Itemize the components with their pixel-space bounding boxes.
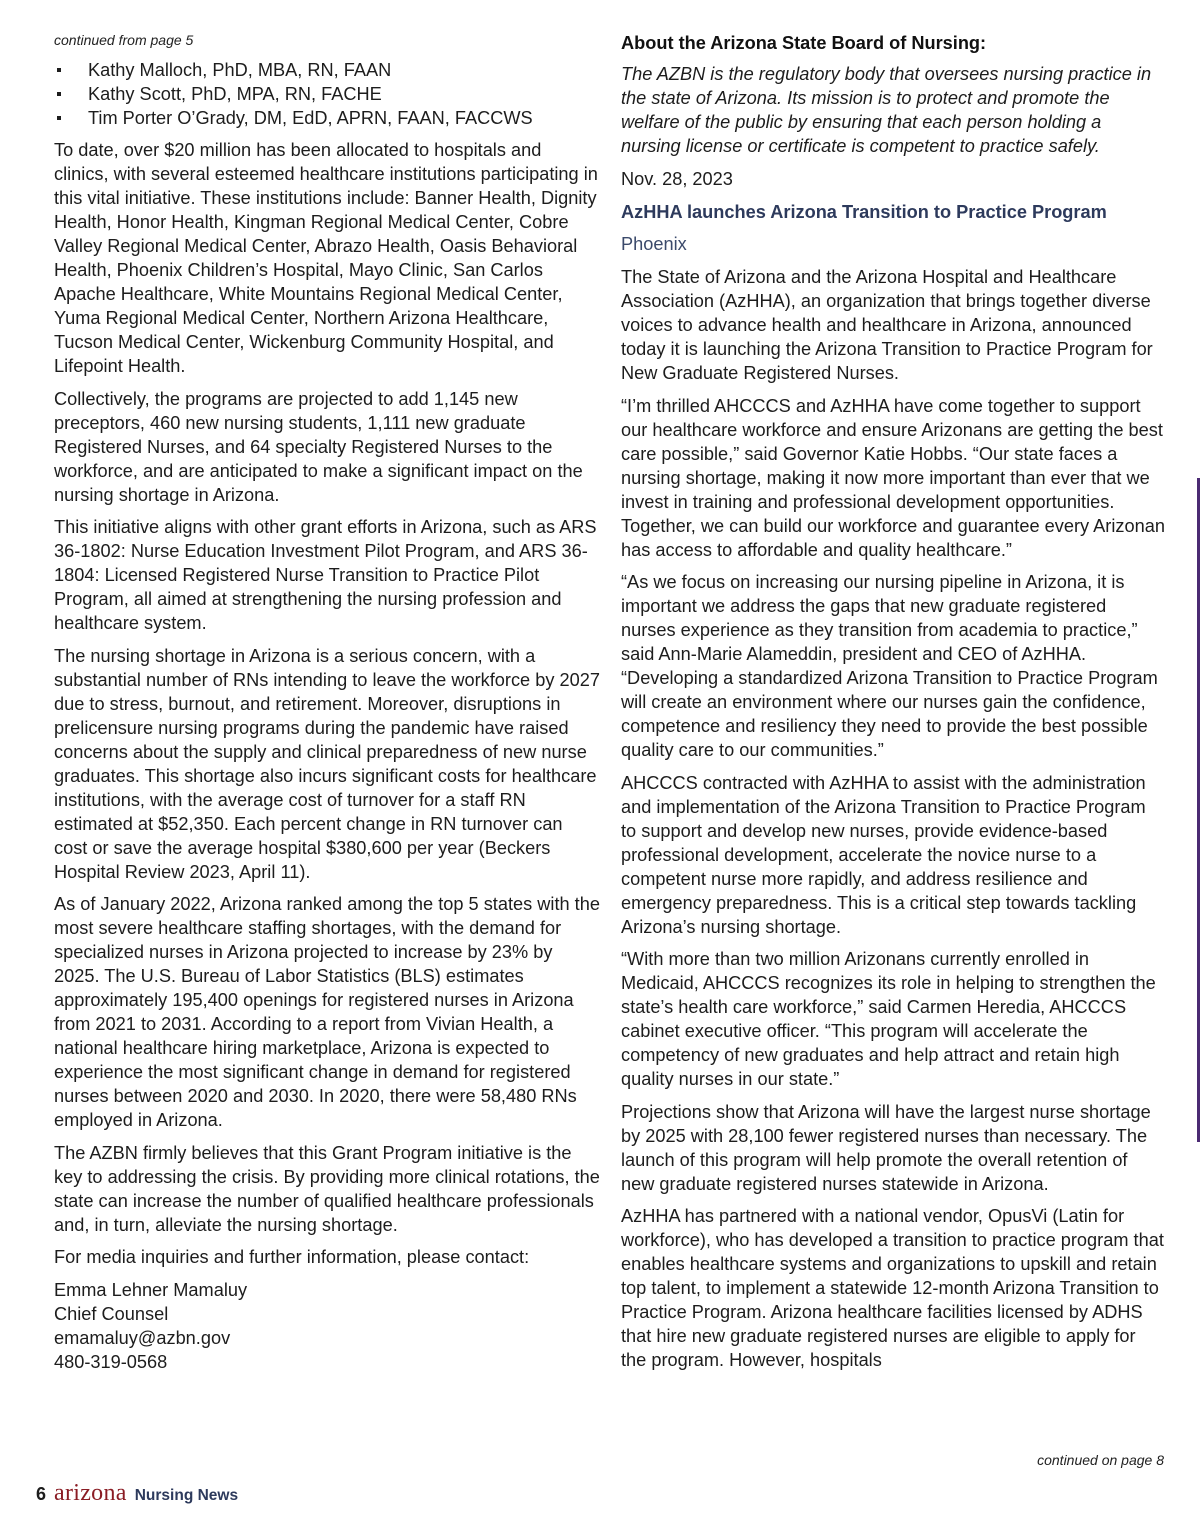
contact-phone: 480-319-0568	[54, 1351, 168, 1372]
paragraph: The State of Arizona and the Arizona Hospital and Healthcare Association (AzHHA), an organization that brings together diverse voices to advance health and healthcare in Arizona, announced today it is launching the Arizona Transition to Practice Program for New Graduate Registered Nurses.	[621, 267, 1153, 383]
publication-name: Nursing News	[134, 1487, 239, 1504]
article-headline: AzHHA launches Arizona Transition to Practice Program	[621, 202, 1107, 222]
paragraph: As of January 2022, Arizona ranked among the top 5 states with the most severe healthcare staffing shortages, with the demand for specialized nurses in Arizona projected to increase by 23% by 2025. The U.S. Bureau of Labor Statistics (BLS) estimates approximately 195,400 openings for registered nurses in Arizona from 2021 to 2031. According to a report from Vivian Health, a national healthcare hiring marketplace, Arizona is expected to experience the most significant change in demand for registered nurses between 2020 and 2030. In 2020, there were 58,480 RNs employed in Arizona.	[54, 894, 600, 1130]
left-column	[54, 30, 600, 1374]
right-column	[621, 30, 1165, 1381]
brand-logo-text: arizona	[54, 1480, 127, 1506]
paragraph: To date, over $20 million has been allocated to hospitals and clinics, with several esteemed healthcare institutions participating in this vital initiative. These institutions include: Banner Health, Dignity Health, Honor Health, Kingman Regional Medical Center, Cobre Valley Regional Medical Center, Abrazo Health, Oasis Behavioral Health, Phoenix Children’s Hospital, Mayo Clinic, San Carlos Apache Healthcare, White Mountains Regional Medical Center, Yuma Regional Medical Center, Northern Arizona Healthcare, Tucson Medical Center, Wickenburg Community Hospital, and Lifepoint Health.	[54, 140, 598, 376]
paragraph: For media inquiries and further information, please contact:	[54, 1247, 530, 1267]
paragraph: Collectively, the programs are projected to add 1,145 new preceptors, 460 new nursing students, 1,111 new graduate Registered Nurses, and 64 specialty Registered Nurses to the workforce, and are anticipated to make a significant impact on the nursing shortage in Arizona.	[54, 388, 583, 505]
article-date: Nov. 28, 2023	[621, 168, 733, 189]
paragraph: AzHHA has partnered with a national vendor, OpusVi (Latin for workforce), who has developed a transition to practice program that enables healthcare systems and organizations to upskill and retain top talent, to implement a statewide 12-month Arizona Transition to Practice Program. Arizona healthcare facilities licensed by ADHS that hire new graduate registered nurses are eligible to apply for the program. However, hospitals	[621, 1206, 1164, 1370]
about-body: The AZBN is the regulatory body that oversees nursing practice in the state of Arizona. Its mission is to protect and promote the welfare of the public by ensuring that each person holding a nursing license or certificate is competent to practice safely.	[621, 64, 1152, 156]
paragraph: The nursing shortage in Arizona is a serious concern, with a substantial number of RNs intending to leave the workforce by 2027 due to stress, burnout, and retirement. Moreover, disruptions in prelicensure nursing programs during the pandemic have raised concerns about the supply and clinical preparedness of new nurse graduates. This shortage also incurs significant costs for healthcare institutions, with the average cost of turnover for a staff RN estimated at $52,350. Each percent change in RN turnover can cost or save the average hospital $380,600 per year (Beckers Hospital Review 2023, April 11).	[54, 645, 600, 882]
paragraph: “As we focus on increasing our nursing pipeline in Arizona, it is important we address the gaps that new graduate registered nurses experience as they transition from academia to practice,” said Ann-Marie Alameddin, president and CEO of AzHHA. “Developing a standardized Arizona Transition to Practice Program will create an environment where our nurses gain the confidence, competence and resiliency they need to provide the best possible quality care to our communities.”	[621, 572, 1158, 760]
about-heading: About the Arizona State Board of Nursing:	[621, 33, 987, 53]
article-dateline: Phoenix	[621, 234, 687, 254]
list-item: Tim Porter O’Grady, DM, EdD, APRN, FAAN, FACCWS	[54, 106, 600, 130]
contact-block	[54, 1278, 600, 1374]
paragraph: “I’m thrilled AHCCCS and AzHHA have come together to support our healthcare workforce and ensure Arizonans are getting the best care possible,” said Governor Katie Hobbs. “Our state faces a nursing shortage, making it now more important than ever that we invest in training and professional development opportunities. Together, we can build our workforce and guarantee every Arizonan has access to affordable and quality healthcare.”	[621, 395, 1165, 560]
contact-name: Emma Lehner Mamaluy	[54, 1279, 248, 1300]
list-item: Kathy Malloch, PhD, MBA, RN, FAAN	[54, 58, 600, 82]
bullet-list	[54, 58, 600, 130]
contact-email[interactable]: emamaluy@azbn.gov	[54, 1327, 231, 1348]
paragraph: Projections show that Arizona will have the largest nurse shortage by 2025 with 28,100 fewer registered nurses than necessary. The launch of this program will help promote the overall retention of new graduate registered nurses statewide in Arizona.	[621, 1101, 1151, 1194]
continued-from-note: continued from page 5	[54, 32, 194, 48]
paragraph: This initiative aligns with other grant efforts in Arizona, such as ARS 36-1802: Nurse Education Investment Pilot Program, and ARS 36-1804: Licensed Registered Nurse Transition to Practice Pilot Program, all aimed at strengthening the nursing profession and healthcare system.	[54, 517, 597, 633]
paragraph: AHCCCS contracted with AzHHA to assist with the administration and implementation of the Arizona Transition to Practice Program to support and develop new nurses, provide evidence-based professional development, accelerate the novice nurse to a competent nurse more rapidly, and address resilience and emergency preparedness. This is a critical step towards tackling Arizona’s nursing shortage.	[621, 772, 1146, 937]
continued-on-note: continued on page 8	[1037, 1452, 1164, 1468]
paragraph: The AZBN firmly believes that this Grant Program initiative is the key to addressing the crisis. By providing more clinical rotations, the state can increase the number of qualified healthcare professionals and, in turn, alleviate the nursing shortage.	[54, 1142, 600, 1235]
list-item: Kathy Scott, PhD, MPA, RN, FACHE	[54, 82, 600, 106]
page-footer	[36, 1480, 238, 1507]
contact-title: Chief Counsel	[54, 1303, 169, 1324]
paragraph: “With more than two million Arizonans currently enrolled in Medicaid, AHCCCS recognizes its role in helping to strengthen the state’s health care workforce,” said Carmen Heredia, AHCCCS cabinet executive officer. “This program will accelerate the competency of new graduates and help attract and retain high quality nurses in our state.”	[621, 949, 1156, 1089]
page-number: 6	[36, 1484, 47, 1504]
